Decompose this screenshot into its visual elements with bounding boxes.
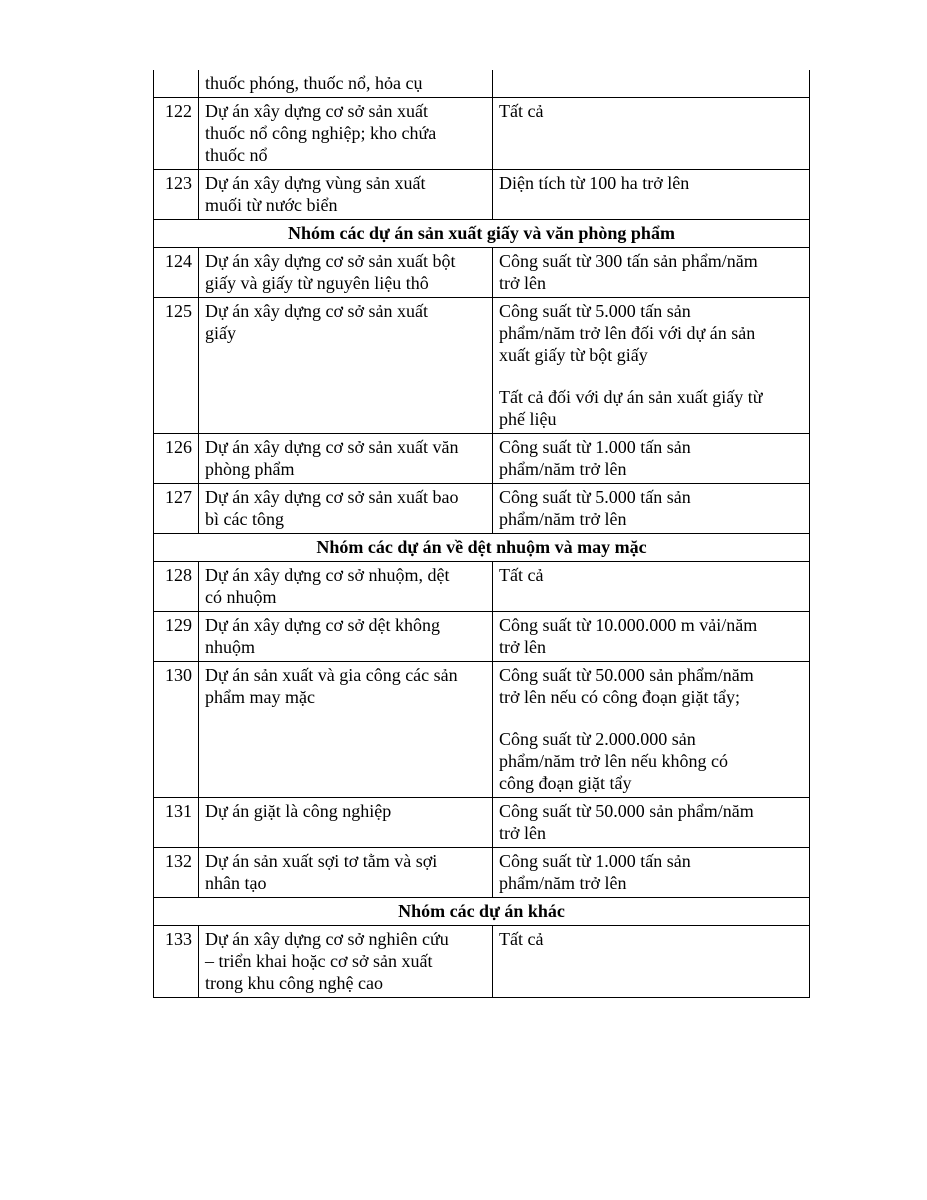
- project-line: Dự án xây dựng cơ sở nghiên cứu: [205, 929, 449, 949]
- criteria-line: Tất cả đối với dự án sản xuất giấy từ: [499, 387, 763, 407]
- table-row: [154, 484, 810, 534]
- group-title: Nhóm các dự án về dệt nhuộm và may mặc: [154, 534, 810, 562]
- criteria-line: trở lên: [499, 273, 547, 293]
- row-number: 127: [154, 484, 199, 534]
- project-line: có nhuộm: [205, 587, 277, 607]
- project-line: phẩm may mặc: [205, 687, 315, 707]
- row-number: 129: [154, 612, 199, 662]
- project-description: [199, 170, 493, 220]
- row-number: 123: [154, 170, 199, 220]
- paragraph-gap: [499, 708, 803, 728]
- criteria-line: Công suất từ 2.000.000 sản: [499, 729, 696, 749]
- table-row: [154, 562, 810, 612]
- project-line: muối từ nước biển: [205, 195, 338, 215]
- row-number: 131: [154, 798, 199, 848]
- table-row: [154, 798, 810, 848]
- scale-criteria: [493, 662, 810, 798]
- scale-criteria: [493, 926, 810, 998]
- project-line: Dự án xây dựng cơ sở sản xuất bao: [205, 487, 459, 507]
- row-number: 130: [154, 662, 199, 798]
- project-line: Dự án sản xuất sợi tơ tằm và sợi: [205, 851, 438, 871]
- table-row: [154, 662, 810, 798]
- project-line: nhân tạo: [205, 873, 267, 893]
- criteria-line: Công suất từ 50.000 sản phẩm/năm: [499, 801, 754, 821]
- project-description: [199, 70, 493, 98]
- criteria-line: Công suất từ 10.000.000 m vải/năm: [499, 615, 758, 635]
- project-line: giấy và giấy từ nguyên liệu thô: [205, 273, 429, 293]
- project-criteria-table: [153, 70, 810, 998]
- table-row: [154, 612, 810, 662]
- row-number: 125: [154, 298, 199, 434]
- group-header-row: [154, 534, 810, 562]
- criteria-line: phế liệu: [499, 409, 557, 429]
- project-line: Dự án xây dựng vùng sản xuất: [205, 173, 426, 193]
- table-row: [154, 848, 810, 898]
- row-number: 126: [154, 434, 199, 484]
- scale-criteria: [493, 170, 810, 220]
- criteria-line: công đoạn giặt tẩy: [499, 773, 632, 793]
- table-row: [154, 70, 810, 98]
- table-row: [154, 298, 810, 434]
- criteria-line: phẩm/năm trở lên đối với dự án sản: [499, 323, 756, 343]
- project-line: Dự án sản xuất và gia công các sản: [205, 665, 458, 685]
- group-header-row: [154, 220, 810, 248]
- project-description: [199, 848, 493, 898]
- row-number: 122: [154, 98, 199, 170]
- table-row: [154, 248, 810, 298]
- scale-criteria: [493, 434, 810, 484]
- project-line: Dự án xây dựng cơ sở sản xuất: [205, 301, 429, 321]
- criteria-line: trở lên nếu có công đoạn giặt tẩy;: [499, 687, 740, 707]
- group-title: Nhóm các dự án sản xuất giấy và văn phòng phẩm: [154, 220, 810, 248]
- project-line: Dự án giặt là công nghiệp: [205, 801, 392, 821]
- scale-criteria: [493, 70, 810, 98]
- project-description: [199, 434, 493, 484]
- project-line: thuốc nổ: [205, 145, 268, 165]
- project-description: [199, 562, 493, 612]
- project-line: Dự án xây dựng cơ sở sản xuất văn: [205, 437, 459, 457]
- criteria-line: Tất cả: [499, 929, 544, 949]
- criteria-line: phẩm/năm trở lên nếu không có: [499, 751, 728, 771]
- criteria-line: Công suất từ 5.000 tấn sản: [499, 487, 691, 507]
- group-header-row: [154, 898, 810, 926]
- criteria-line: Tất cả: [499, 101, 544, 121]
- scale-criteria: [493, 612, 810, 662]
- scale-criteria: [493, 484, 810, 534]
- table-row: [154, 170, 810, 220]
- row-number: 132: [154, 848, 199, 898]
- scale-criteria: [493, 298, 810, 434]
- project-description: [199, 484, 493, 534]
- project-line: Dự án xây dựng cơ sở nhuộm, dệt: [205, 565, 450, 585]
- project-line: Dự án xây dựng cơ sở sản xuất: [205, 101, 429, 121]
- project-description: [199, 798, 493, 848]
- project-description: [199, 298, 493, 434]
- scale-criteria: [493, 98, 810, 170]
- criteria-line: Công suất từ 1.000 tấn sản: [499, 437, 691, 457]
- criteria-line: Diện tích từ 100 ha trở lên: [499, 173, 690, 193]
- scale-criteria: [493, 798, 810, 848]
- row-number: 128: [154, 562, 199, 612]
- project-description: [199, 662, 493, 798]
- group-title: Nhóm các dự án khác: [154, 898, 810, 926]
- scale-criteria: [493, 248, 810, 298]
- criteria-line: Công suất từ 1.000 tấn sản: [499, 851, 691, 871]
- project-line: thuốc phóng, thuốc nổ, hỏa cụ: [205, 73, 423, 93]
- table-body: [154, 70, 810, 998]
- criteria-line: trở lên: [499, 637, 547, 657]
- project-line: nhuộm: [205, 637, 256, 657]
- project-line: trong khu công nghệ cao: [205, 973, 383, 993]
- project-description: [199, 926, 493, 998]
- project-line: thuốc nổ công nghiệp; kho chứa: [205, 123, 437, 143]
- project-line: Dự án xây dựng cơ sở sản xuất bột: [205, 251, 456, 271]
- row-number: 124: [154, 248, 199, 298]
- table-row: [154, 98, 810, 170]
- scale-criteria: [493, 562, 810, 612]
- criteria-line: xuất giấy từ bột giấy: [499, 345, 648, 365]
- project-description: [199, 98, 493, 170]
- table-row: [154, 434, 810, 484]
- project-line: phòng phẩm: [205, 459, 295, 479]
- criteria-line: phẩm/năm trở lên: [499, 459, 627, 479]
- project-line: bì các tông: [205, 509, 284, 529]
- scale-criteria: [493, 848, 810, 898]
- paragraph-gap: [499, 366, 803, 386]
- project-description: [199, 248, 493, 298]
- table-row: [154, 926, 810, 998]
- criteria-line: Công suất từ 300 tấn sản phẩm/năm: [499, 251, 758, 271]
- criteria-line: phẩm/năm trở lên: [499, 873, 627, 893]
- project-line: – triển khai hoặc cơ sở sản xuất: [205, 951, 433, 971]
- criteria-line: Tất cả: [499, 565, 544, 585]
- criteria-line: Công suất từ 5.000 tấn sản: [499, 301, 691, 321]
- criteria-line: phẩm/năm trở lên: [499, 509, 627, 529]
- criteria-line: trở lên: [499, 823, 547, 843]
- row-number: 133: [154, 926, 199, 998]
- row-number: [154, 70, 199, 98]
- criteria-line: Công suất từ 50.000 sản phẩm/năm: [499, 665, 754, 685]
- project-line: Dự án xây dựng cơ sở dệt không: [205, 615, 441, 635]
- project-line: giấy: [205, 323, 236, 343]
- project-description: [199, 612, 493, 662]
